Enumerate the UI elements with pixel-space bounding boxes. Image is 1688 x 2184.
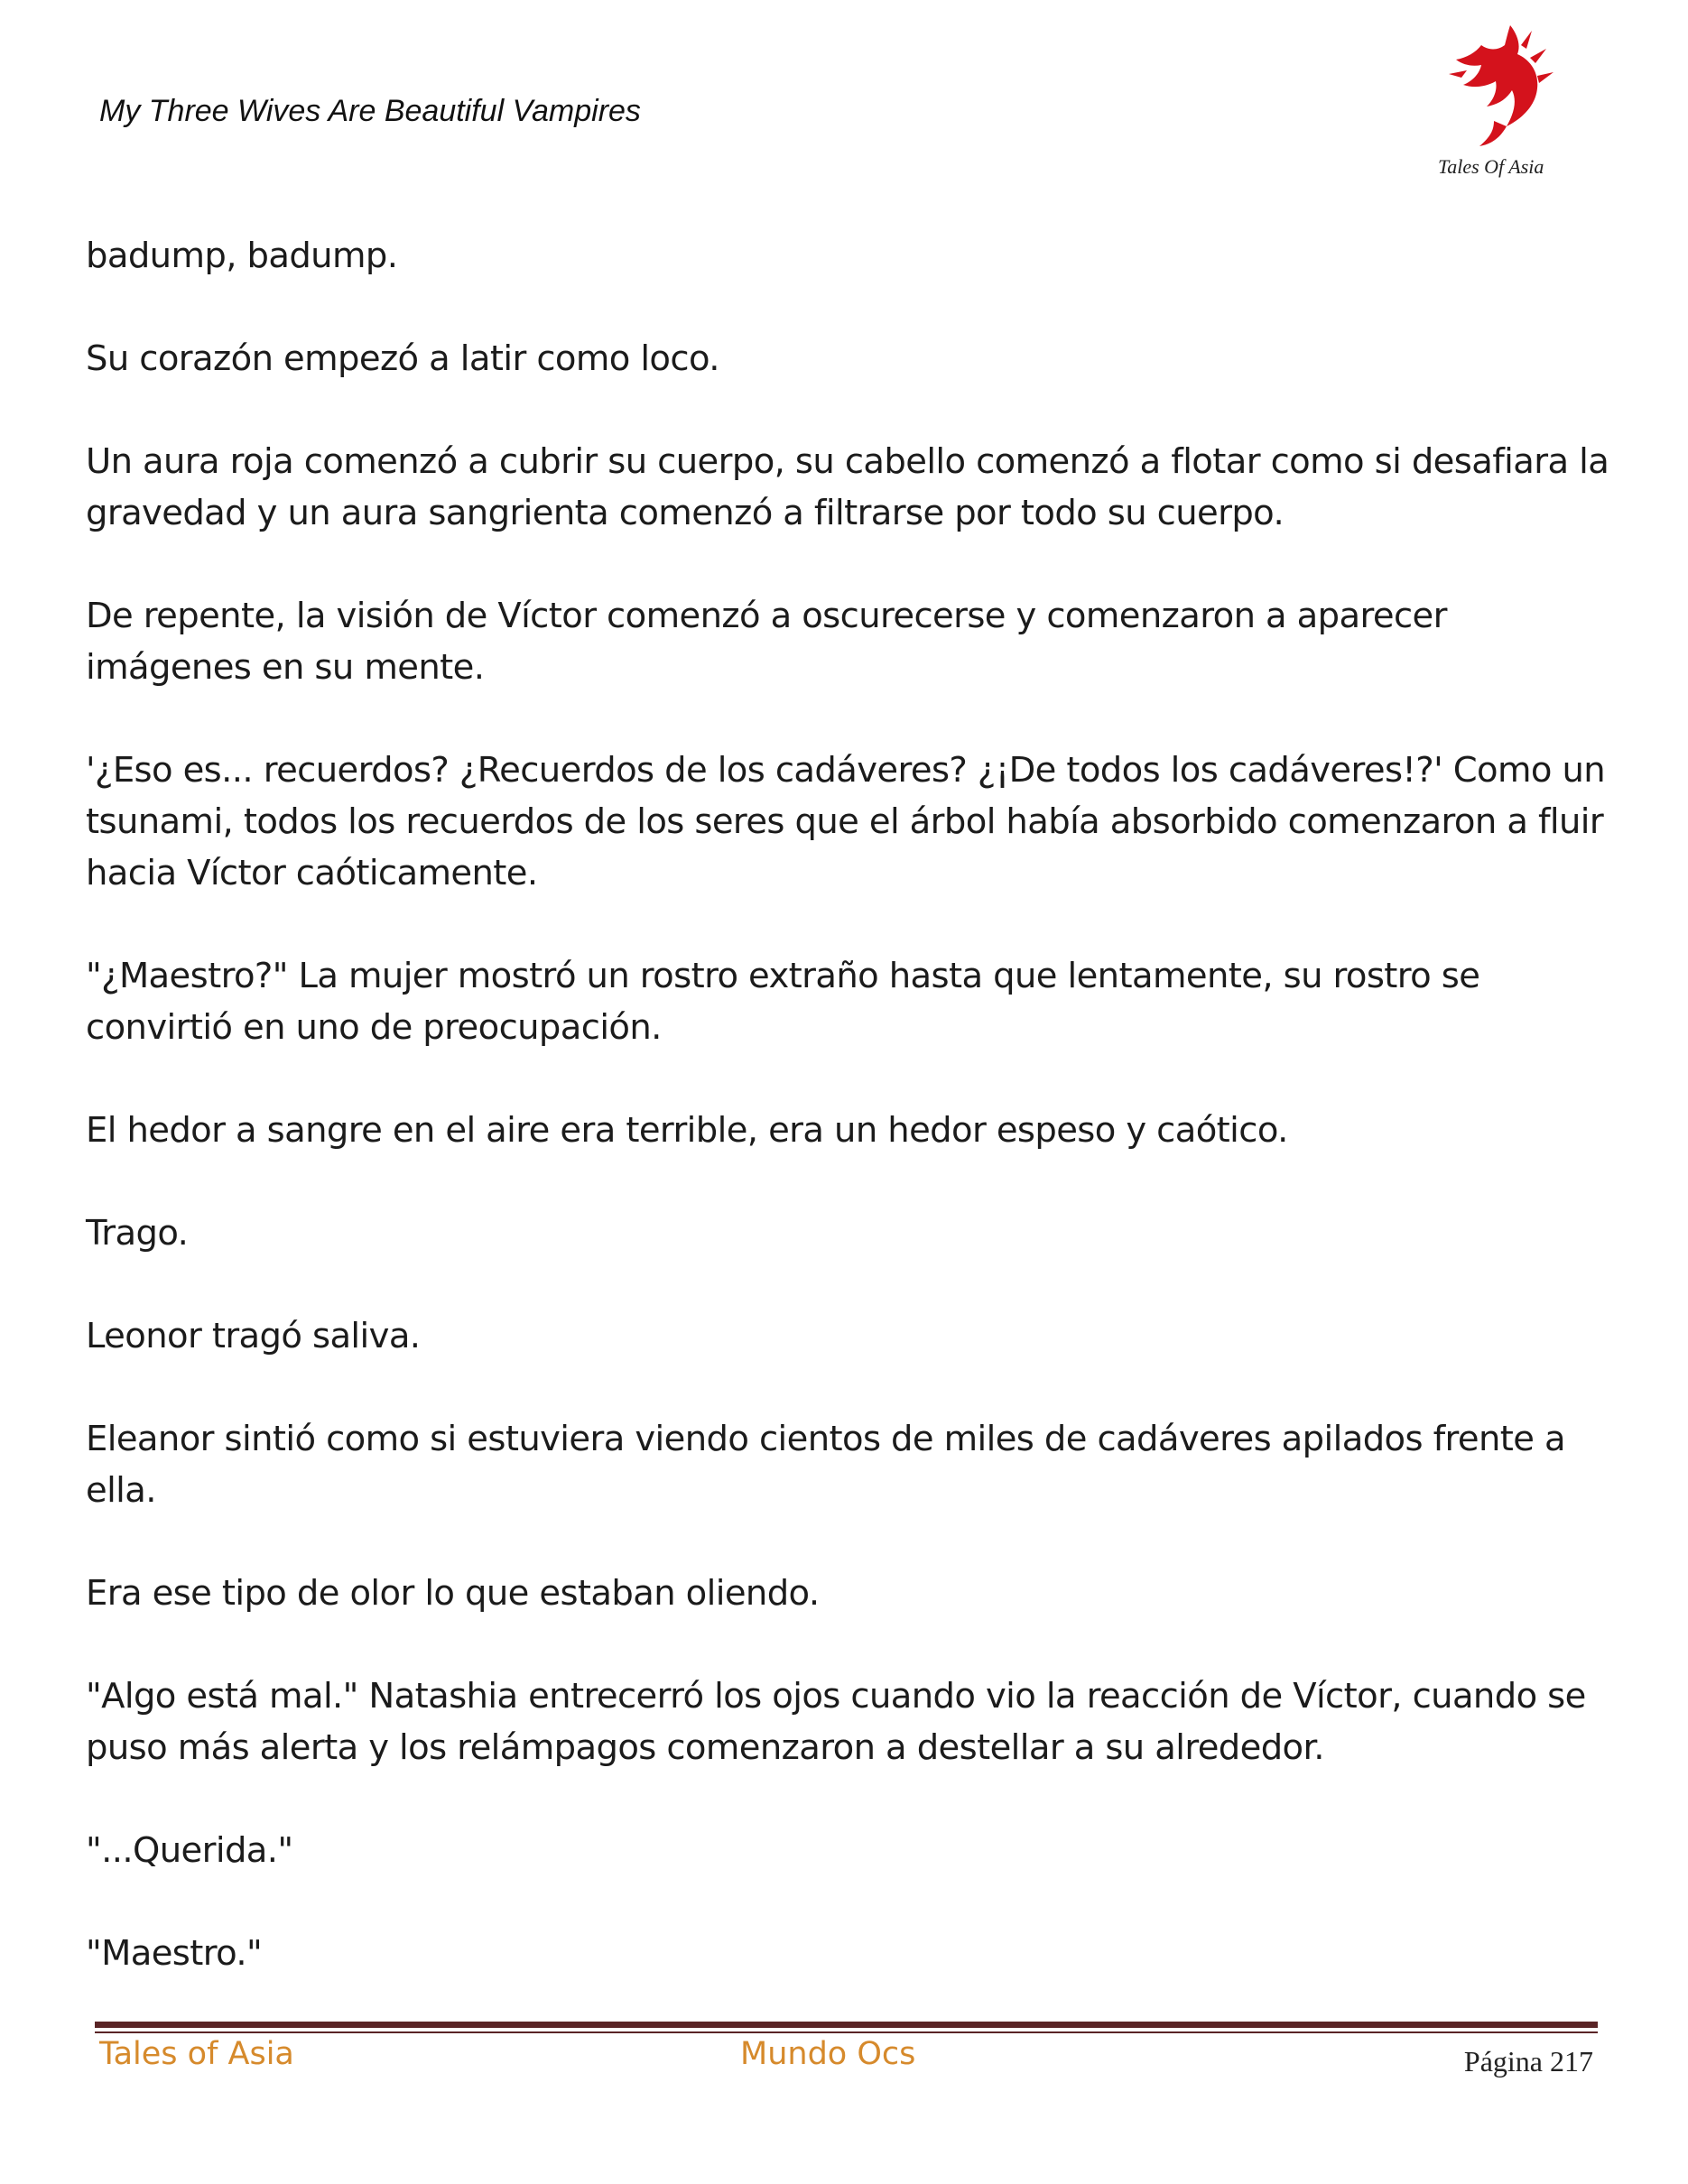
footer-translator: Mundo Ocs: [740, 2036, 916, 2072]
paragraph: Un aura roja comenzó a cubrir su cuerpo, su cabello comenzó a flotar como si desafiara la gravedad y un aura sangrienta comenzó a filtrarse por todo su cuerpo.: [86, 441, 1619, 533]
document-body: [86, 230, 1620, 2031]
paragraph: "¿Maestro?" La mujer mostró un rostro extraño hasta que lentamente, su rostro se convirtió en uno de preocupación.: [86, 956, 1490, 1048]
paragraph: badump, badump.: [86, 236, 398, 276]
paragraph: Eleanor sintió como si estuviera viendo cientos de miles de cadáveres apilados frente a ella.: [86, 1419, 1576, 1511]
paragraph: Leonor tragó saliva.: [86, 1316, 421, 1356]
footer-divider-thin: [95, 2031, 1598, 2033]
paragraph: Su corazón empezó a latir como loco.: [86, 338, 719, 379]
paragraph: "Maestro.": [86, 1933, 263, 1974]
paragraph: "Algo está mal." Natashia entrecerró los ojos cuando vio la reacción de Víctor, cuando se puso más alerta y los relámpagos comenzaron a destellar a su alrededor.: [86, 1676, 1597, 1768]
document-header-title: My Three Wives Are Beautiful Vampires: [99, 94, 641, 128]
paragraph: "...Querida.": [86, 1830, 293, 1871]
page-number: Página 217: [1463, 2045, 1593, 2078]
footer-site-name: Tales of Asia: [99, 2036, 294, 2072]
paragraph: De repente, la visión de Víctor comenzó a oscurecerse y comenzaron a aparecer imágenes en su mente.: [86, 596, 1458, 688]
paragraph: '¿Eso es... recuerdos? ¿Recuerdos de los cadáveres? ¿¡De todos los cadáveres!?' Como un tsunami, todos los recuerdos de los seres que el árbol había absorbido comenzaron a fluir hacia Víctor caóticamente.: [86, 750, 1616, 893]
logo-text: Tales Of Asia: [1438, 155, 1544, 178]
paragraph: Trago.: [86, 1213, 189, 1254]
footer-divider: [95, 2022, 1598, 2028]
paragraph: El hedor a sangre en el aire era terrible, era un hedor espeso y caótico.: [86, 1110, 1288, 1151]
paragraph: Era ese tipo de olor lo que estaban oliendo.: [86, 1573, 820, 1614]
red-dragon-logo-icon: [1431, 18, 1566, 180]
